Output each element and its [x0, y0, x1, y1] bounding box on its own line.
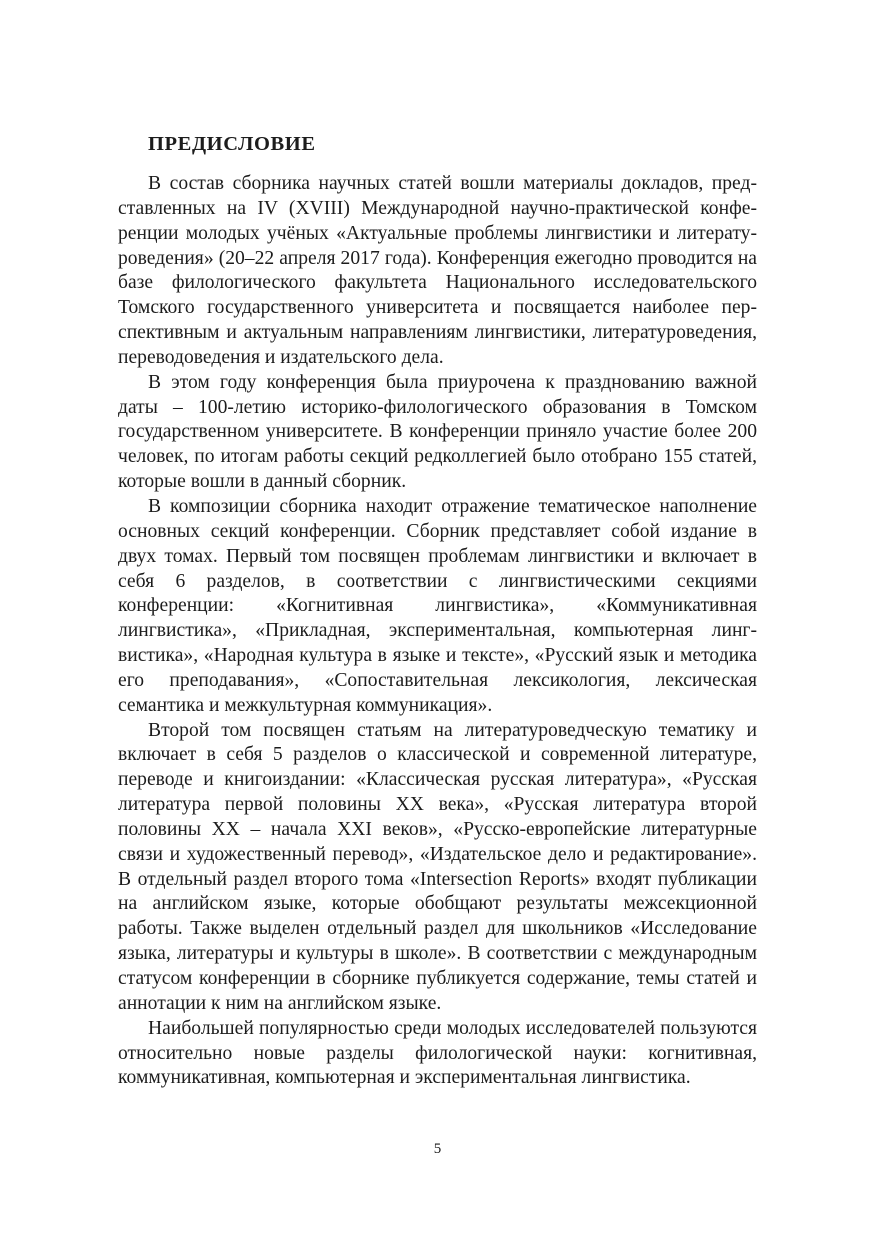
document-page — [118, 128, 757, 1091]
paragraph: В этом году конференция была приурочена к празднованию важной даты – 100-летию историко-филологического образования в Томском государственном университете. В конференции приняло участие более 200 человек, по итогам работы секций редколлегией было отобрано 155 статей, которые вошли в данный сборник. — [118, 371, 757, 493]
paragraph: В композиции сборника находит отражение тематическое наполнение основных секций конференции. Сборник представляет собой издание в двух томах. Первый том посвящен проблемам лингвистики и включает в себя 6 разделов, в соответствии с лингвистическими секциями конференции: «Когнитивная лингвистика», «Коммуникативная лингвистика», «Прикладная, экспериментальная, компьютерная лингвистика», «Народная культура в языке и тексте», «Русский язык и методика его преподавания», «Сопоставительная лексикология, лексическая семантика и межкультурная коммуникация». — [118, 495, 757, 716]
paragraph: В состав сборника научных статей вошли материалы докладов, представленных на IV (XVIII) Международной научно-практической конференции молодых учёных «Актуальные проблемы лингвистики и литературоведения» (20–22 апреля 2017 года). Конференция ежегодно проводится на базе филологического факультета Национального исследовательского Томского государственного университета и посвящается наиболее перспективным и актуальным направлениям лингвистики, литературоведения, переводоведения и издательского дела. — [118, 173, 757, 368]
paragraph: Наибольшей популярностью среди молодых исследователей пользуются относительно новые разделы филологической науки: когнитивная, коммуникативная, компьютерная и экспериментальная лингвистика. — [118, 1017, 757, 1089]
paragraph: Второй том посвящен статьям на литературоведческую тематику и включает в себя 5 разделов о классической и современной литературе, переводе и книгоиздании: «Классическая русская литература», «Русская литература первой половины XX века», «Русская литература второй половины XX – начала XXI веков», «Русско-европейские литературные связи и художественный перевод», «Издательское дело и редактирование». В отдельный раздел второго тома «Intersection Reports» входят публикации на английском языке, которые обобщают результаты межсекционной работы. Также выделен отдельный раздел для школьников «Исследование языка, литературы и культуры в школе». В соответствии с международным статусом конференции в сборнике публикуется содержание, темы статей и аннотации к ним на английском языке. — [118, 719, 757, 1014]
section-heading: ПРЕДИСЛОВИЕ — [148, 133, 316, 155]
page-number: 5 — [433, 1141, 442, 1157]
body-text — [118, 172, 757, 1091]
